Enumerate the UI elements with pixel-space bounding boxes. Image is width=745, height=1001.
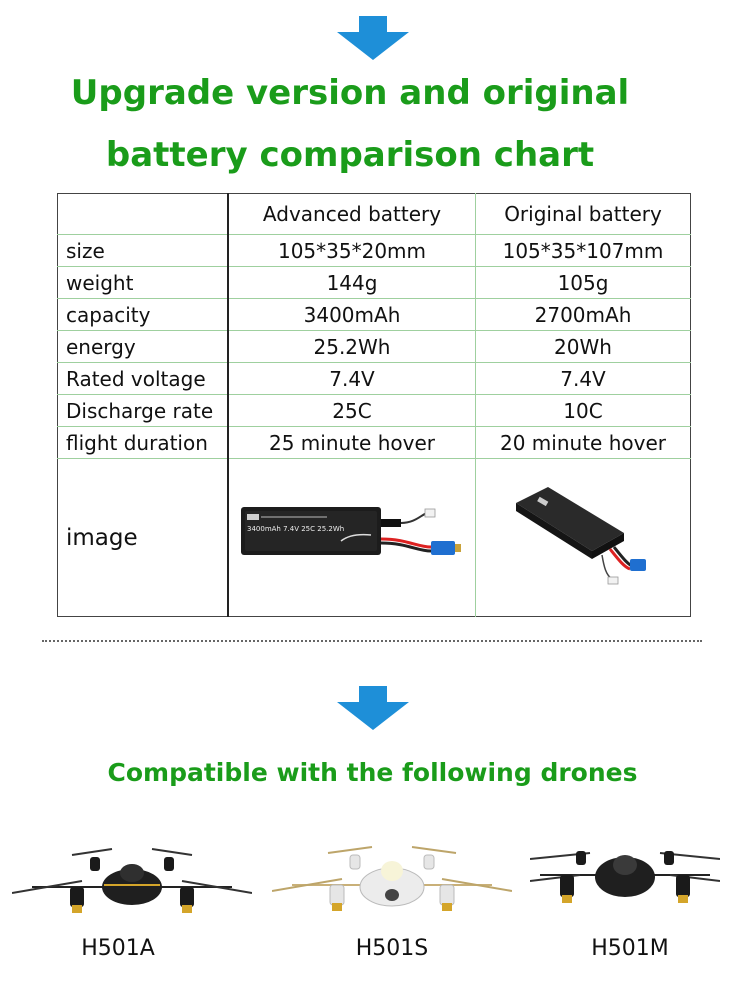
original-value: 10C xyxy=(476,395,691,427)
row-label: size xyxy=(58,235,229,267)
dotted-divider xyxy=(42,640,702,642)
original-value: 105g xyxy=(476,267,691,299)
advanced-battery-image-cell xyxy=(228,459,476,617)
original-battery-image xyxy=(498,475,668,595)
drone-h501m-image xyxy=(530,835,720,925)
row-label: energy xyxy=(58,331,229,363)
comparison-table xyxy=(57,193,691,617)
table-row xyxy=(58,267,691,299)
original-value: 7.4V xyxy=(476,363,691,395)
header-advanced-battery: Advanced battery xyxy=(228,194,476,235)
page-title-line-1: Upgrade version and original xyxy=(70,73,630,113)
advanced-value: 25 minute hover xyxy=(228,427,476,459)
advanced-battery-image xyxy=(237,495,467,575)
down-arrow-icon xyxy=(333,14,413,62)
advanced-value: 144g xyxy=(228,267,476,299)
drone-label-h501s: H501S xyxy=(355,936,429,961)
table-row xyxy=(58,363,691,395)
header-cell-empty xyxy=(58,194,229,235)
advanced-value: 7.4V xyxy=(228,363,476,395)
table-image-row xyxy=(58,459,691,617)
header-original-battery: Original battery xyxy=(476,194,691,235)
advanced-value: 105*35*20mm xyxy=(228,235,476,267)
down-arrow-icon xyxy=(333,684,413,732)
original-value: 20Wh xyxy=(476,331,691,363)
advanced-value: 25C xyxy=(228,395,476,427)
row-label: Rated voltage xyxy=(58,363,229,395)
table-row xyxy=(58,299,691,331)
compatible-heading: Compatible with the following drones xyxy=(107,758,638,787)
row-label: Discharge rate xyxy=(58,395,229,427)
table-header-row xyxy=(58,194,691,235)
drone-h501s-image xyxy=(272,835,512,925)
page-title-line-2: battery comparison chart xyxy=(105,135,595,175)
row-label: flight duration xyxy=(58,427,229,459)
row-label: weight xyxy=(58,267,229,299)
drone-h501a-image xyxy=(12,835,252,925)
original-value: 20 minute hover xyxy=(476,427,691,459)
table-row xyxy=(58,331,691,363)
row-label: capacity xyxy=(58,299,229,331)
advanced-value: 3400mAh xyxy=(228,299,476,331)
original-battery-image-cell xyxy=(476,459,691,617)
battery-print-text: 3400mAh 7.4V 25C 25.2Wh xyxy=(247,525,345,533)
original-value: 105*35*107mm xyxy=(476,235,691,267)
advanced-value: 25.2Wh xyxy=(228,331,476,363)
drone-label-h501a: H501A xyxy=(81,936,155,961)
original-value: 2700mAh xyxy=(476,299,691,331)
drone-label-h501m: H501M xyxy=(591,936,669,961)
table-row xyxy=(58,427,691,459)
table-row xyxy=(58,395,691,427)
row-label-image: image xyxy=(58,459,229,617)
table-row xyxy=(58,235,691,267)
